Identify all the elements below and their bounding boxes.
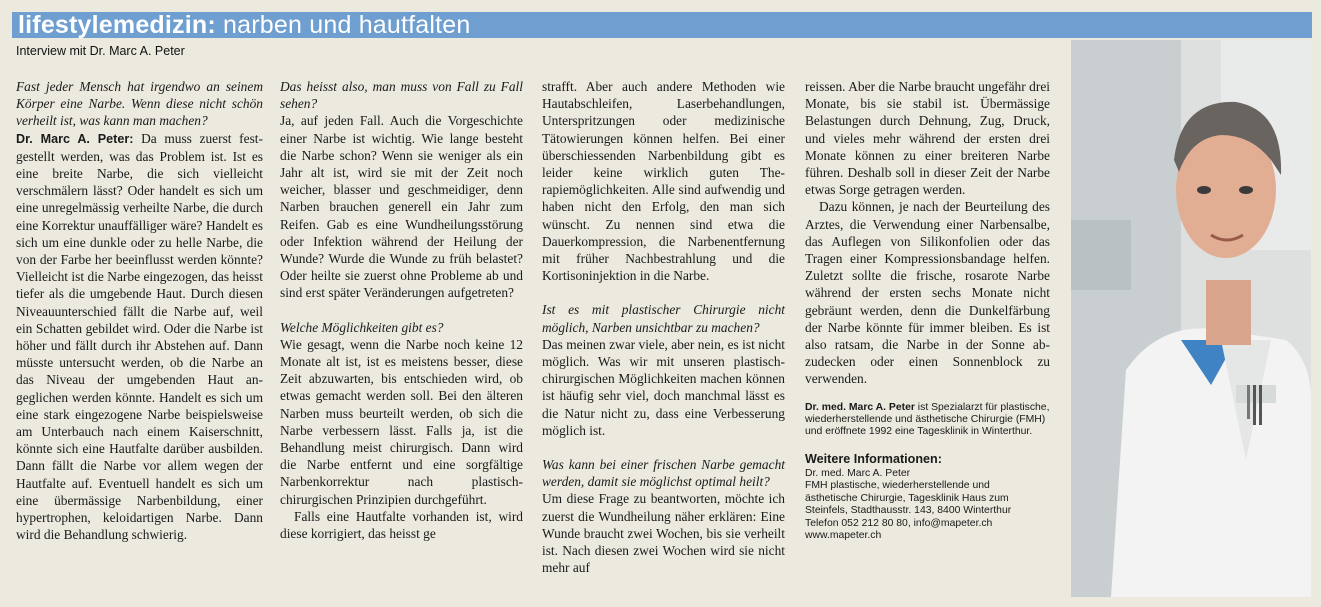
text-column-2: [280, 78, 523, 542]
answer: [16, 130, 263, 544]
answer-text: Da muss zuerst festgestellt werden, was das Problem ist. Ist es eine breite Narbe, die sich vielleicht verschmälern lässt? Oder handelt es sich um eine unregelmässig verheilte Narbe, die durch eine Korrektur unauffälliger wäre? Handelt es sich um eine dunkle oder zu helle Narbe, die von der Farbe her beeinflusst werden könnte? Vielleicht ist die Narbe eingezogen, das heisst tiefer als die umgebende Haut. Durch diesen Niveauunterschied fällt die Narbe auf, weil ein Schatten gebildet wird. Oder die Narbe ist höher und fällt durch ihr Abstehen auf. Dann müsste untersucht werden, ob die Narbe an das Niveau der umgebenden Haut angeglichen werden könnte. Handelt es sich um eine stark eingezogene Narbe beispielsweise am Unterbauch nach einem Kaiserschnitt, könnte sich eine Hautfalte darüber ausbilden. Dann fällt die Narbe vor allem wegen der Hautfalte auf. Eventuell handelt es sich um eine übermässige Narbenbildung, einer hypertrophen, keloidartigen Narbe. Dann wird die Behandlung schwierig.: [16, 130, 263, 543]
answer: Wie gesagt, wenn die Narbe noch keine 12 Monate alt ist, ist es meistens besser, diese Zeit abzuwarten, bis entschieden wird, ob etwas gemacht werden soll. Bei den älteren Narben muss beurteilt werden, ob sich die Narbe verbessern lässt. Falls ja, ist die Behandlung meist chirurgisch. Dann wird die Narbe entfernt und eine sorgfältige Narbenkorrektur nach plastisch-chirurgischen Prinzipien durchgeführt.: [280, 336, 523, 507]
contact-line: FMH plastische, wiederherstellende und: [805, 480, 990, 492]
header-banner: [12, 12, 1312, 38]
page-title: [18, 12, 471, 38]
text-column-4: [805, 78, 1050, 543]
title-category: lifestylemedizin:: [18, 11, 216, 39]
question: Das heisst also, man muss von Fall zu Fall sehen?: [280, 79, 523, 112]
contact-line: Telefon 052 212 80 80, info@mapeter.ch: [805, 517, 993, 529]
article-subtitle: Interview mit Dr. Marc A. Peter: [16, 44, 185, 58]
portrait-illustration: [1071, 40, 1311, 597]
question: Was kann bei einer frischen Narbe gemacht werden, damit sie möglichst optimal heilt?: [542, 457, 785, 490]
author-bio: [805, 402, 1050, 439]
question: Ist es mit plastischer Chirurgie nicht möglich, Narben unsichtbar zu machen?: [542, 302, 785, 335]
question: Welche Möglichkeiten gibt es?: [280, 319, 444, 335]
answer: Dazu können, je nach der Beurteilung des Arztes, die Verwendung einer Narbensalbe, das Auflegen von Silikonfolien oder das Tragen einer Kompressionsbandage helfen. Zuletzt sollte die frische, rosarote Narbe während der ersten sechs Monate nicht gebräunt werden, denn die Dunkelfärbung der Narbe könnte für immer bleiben. Es ist also ratsam, die Narbe in der Sonne abzudecken oder einen Sonnenblock zu verwenden.: [805, 199, 1050, 387]
text-column-1: [16, 78, 263, 543]
bio-text: ist Spezialarzt für plastische, wiederherstellende und ästhetische Chirurgie (FMH) und eröffnete 1992 eine Tagesklinik in Winterthur.: [805, 401, 1050, 438]
answer: strafft. Aber auch andere Methoden wie Hautabschleifen, Laserbehandlungen, Unterspritzungen oder medizinische Tätowierungen können helfen. Bei einer überschiessenden Narbenbildung gibt es leider keine wirklich guten Therapiemöglichkeiten. Alle sind aufwendig und haben nicht den Erfolg, den man sich wünscht. Zu nennen sind etwa die Dauerkompression, die Narbenentfernung mit früher Nachbestrahlung und die Kortisoninjektion in die Narbe.: [542, 79, 785, 284]
website-link[interactable]: www.mapeter.ch: [805, 530, 882, 542]
doctor-portrait-photo: [1071, 40, 1311, 597]
answer: Ja, auf jeden Fall. Auch die Vorgeschichte einer Narbe ist wichtig. Wie lange besteht die Narbe schon? Wenn sie weniger als ein Jahr alt ist, wird sie mit der Zeit noch weicher, blasser und geschmeidiger, denn Narben brauchen generell ein Jahr zum Reifen. Gab es eine Wundheilungsstörung oder Infektion während der Heilung der Wunde? Wurde die Wunde zu früh belastet? Oder heilte sie zuerst ohne Probleme ab und sind erst später Veränderungen aufgetreten?: [280, 113, 523, 301]
answer: reissen. Aber die Narbe braucht ungefähr drei Monate, bis sie stabil ist. Übermässige Belastungen durch Dehnung, Zug, Druck, und vieles mehr während der ersten drei Monate können zu einer breiteren Narbe führen. Deshalb soll in dieser Zeit der Narbe etwas Sorge getragen werden.: [805, 79, 1050, 198]
bio-name: Dr. med. Marc A. Peter: [805, 401, 915, 413]
answer: Um diese Frage zu beantworten, möchte ich zuerst die Wundheilung näher erklären: Eine Wunde braucht zwei Wochen, bis sie verheilt ist. Nach diesen zwei Wochen wird sie nicht mehr auf: [542, 491, 785, 576]
answer: Das meinen zwar viele, aber nein, es ist nicht möglich. Was wir mit unseren plastisch-chirurgischen Möglichkeiten machen können ist häufig sehr viel, doch manchmal lässt es die Natur nicht zu, dass eine Verbesserung möglich ist.: [542, 336, 785, 438]
contact-info: [805, 468, 1050, 542]
question: Fast jeder Mensch hat irgendwo an seinem Körper eine Narbe. Wenn diese nicht schön verheilt ist, was kann man machen?: [16, 79, 263, 129]
contact-line: Steinfels, Stadthausstr. 143, 8400 Winterthur: [805, 505, 1012, 517]
contact-line: ästhetische Chirurgie, Tagesklinik Haus zum: [805, 492, 1009, 504]
speaker-label: Dr. Marc A. Peter:: [16, 131, 134, 146]
text-column-3: [542, 78, 785, 576]
answer: Falls eine Hautfalte vorhanden ist, wird diese korrigiert, das heisst ge: [280, 508, 523, 542]
contact-line: Dr. med. Marc A. Peter: [805, 468, 911, 480]
title-topic: narben und hautfalten: [215, 11, 471, 39]
info-heading: Weitere Informationen:: [805, 451, 942, 466]
